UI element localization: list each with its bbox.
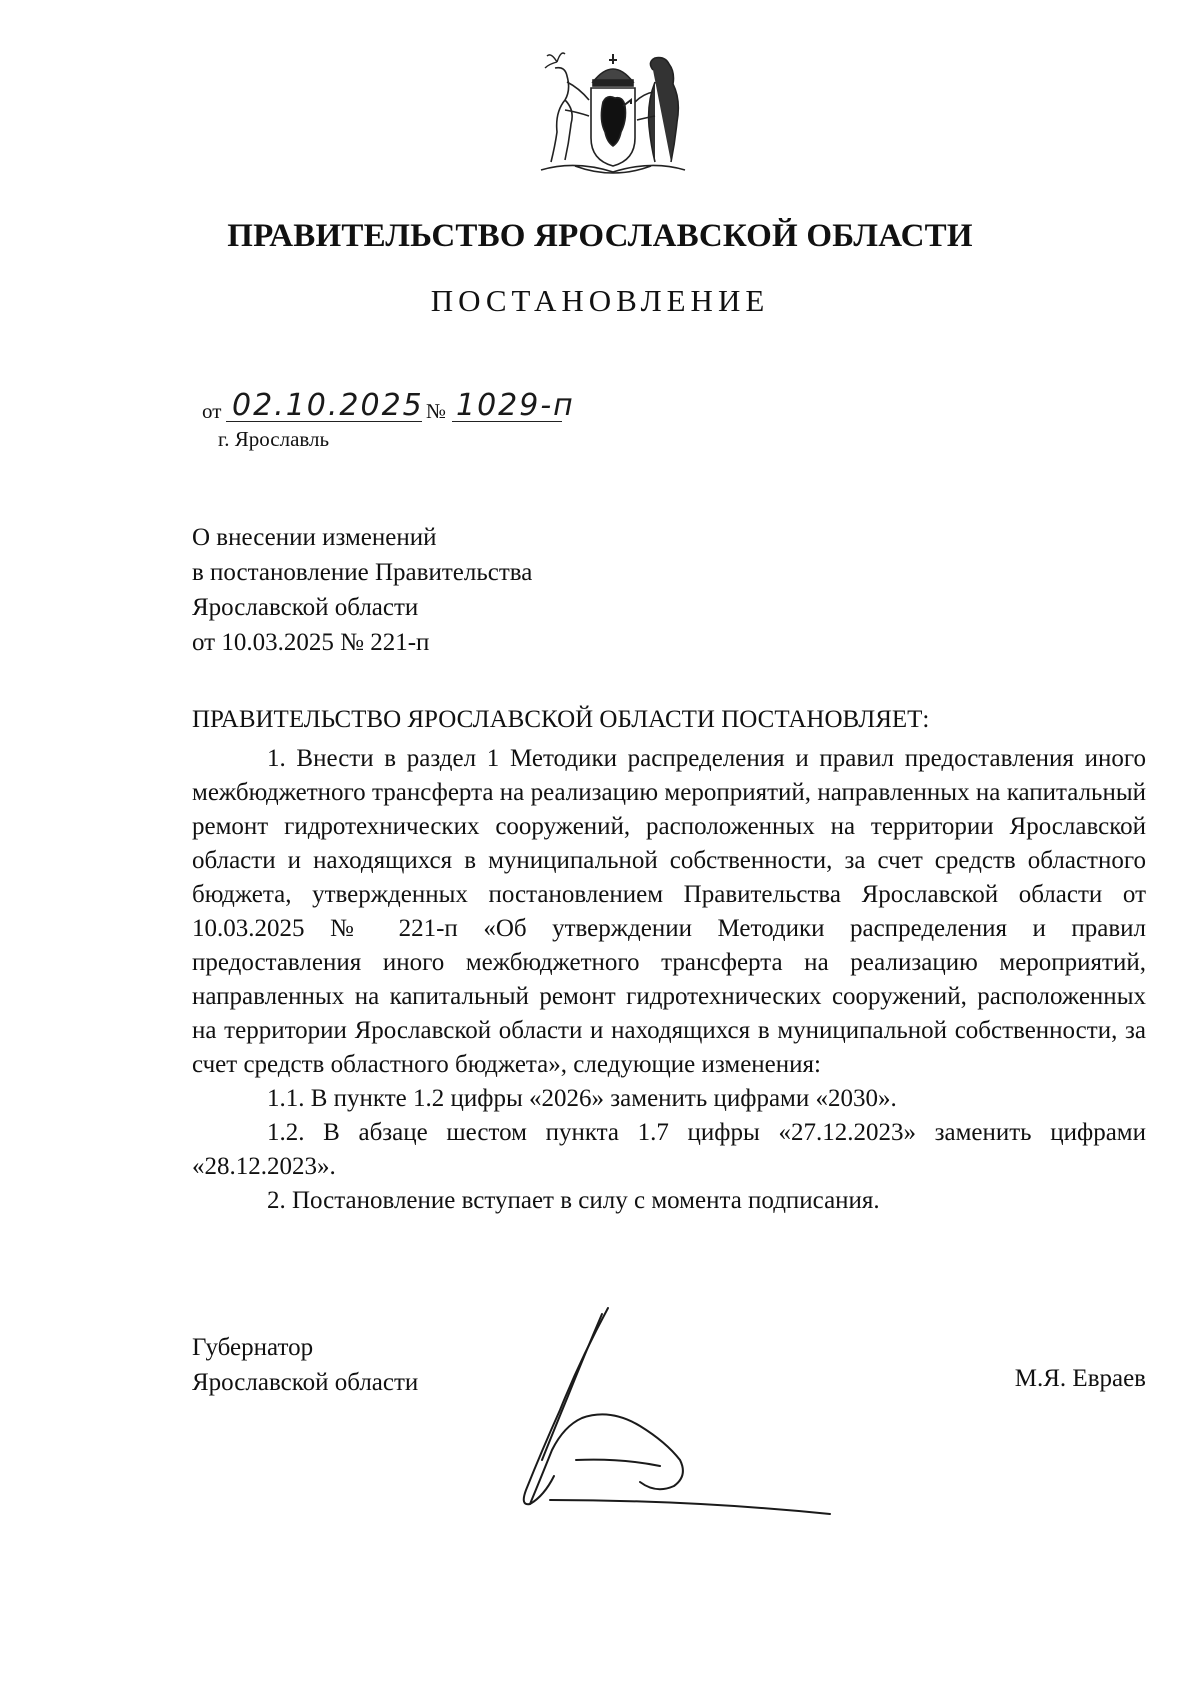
city-label: г. Ярославль [218, 427, 330, 451]
number-prefix: № [426, 399, 447, 423]
subject-line: Ярославской области [192, 594, 419, 621]
handwritten-signature-icon [490, 1300, 910, 1520]
subject-line: в постановление Правительства [192, 559, 533, 586]
coat-of-arms-icon [535, 42, 691, 182]
position-line: Губернатор [192, 1334, 314, 1361]
body-paragraph: 1. Внести в раздел 1 Методики распределения и правил предоставления иного межбюджетного трансферта на реализацию мероприятий, направленных на капитальный ремонт гидротехнических сооружений, расположенных на территории Ярославской области и находящихся в муниципальной собственности, за счет средств областного бюджета, утвержденных постановлением Правительства Ярославской области от 10.03.2025 № 221-п «Об утверждении Методики распределения и правил предоставления иного межбюджетного трансферта на реализацию мероприятий, направленных на капитальный ремонт гидротехнических сооружений, расположенных на территории Ярославской области и находящихся в муниципальной собственности, за счет средств областного бюджета», следующие изменения: [192, 745, 1146, 1078]
body-paragraph: 1.2. В абзаце шестом пункта 1.7 цифры «27.12.2023» заменить цифрами «28.12.2023». [192, 1119, 1146, 1180]
position-line: Ярославской области [192, 1369, 419, 1396]
handwritten-date: 02.10.2025 [232, 388, 424, 423]
body-paragraph: 2. Постановление вступает в силу с момента подписания. [267, 1187, 880, 1214]
signatory-name: М.Я. Евраев [1014, 1365, 1146, 1392]
handwritten-number: 1029-п [456, 388, 575, 423]
registration-line [202, 390, 622, 426]
decree-line: ПРАВИТЕЛЬСТВО ЯРОСЛАВСКОЙ ОБЛАСТИ ПОСТАНОВЛЯЕТ: [192, 706, 930, 733]
body-paragraph: 1.1. В пункте 1.2 цифры «2026» заменить цифрами «2030». [267, 1085, 897, 1112]
document-body [192, 742, 1146, 1218]
document-subject [192, 520, 532, 660]
subject-line: от 10.03.2025 № 221-п [192, 629, 430, 656]
subject-line: О внесении изменений [192, 524, 437, 551]
date-prefix: от [202, 399, 222, 423]
government-title: ПРАВИТЕЛЬСТВО ЯРОСЛАВСКОЙ ОБЛАСТИ [227, 218, 973, 254]
document-type: ПОСТАНОВЛЕНИЕ [430, 283, 770, 318]
signatory-position [192, 1330, 418, 1400]
